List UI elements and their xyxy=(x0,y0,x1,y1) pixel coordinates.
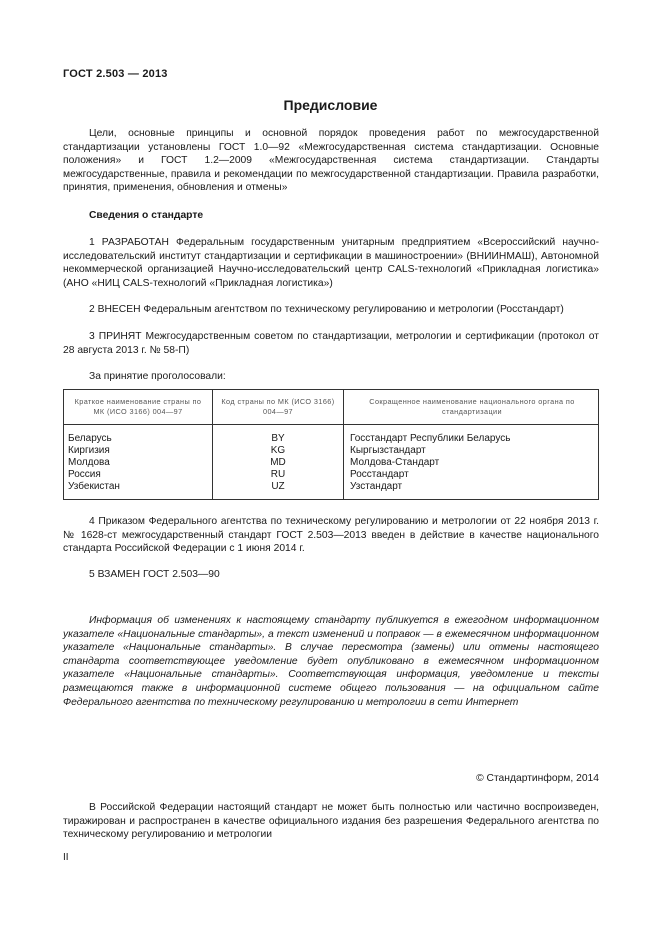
item-1-developed: 1 РАЗРАБОТАН Федеральным государственным унитарным предприятием «Всероссийский научно-исследовательский институт стандартизации и сертификации в машиностроении» (ВНИИНМАШ), Автономной некоммерческой организацией Научно-исследовательский центр CALS-технологий «Прикладная логистика» (АНО «НИЦ CALS-технологий «Прикладная логистика») xyxy=(63,237,599,289)
table-header-country: Краткое наименование страны по МК (ИСО 3166) 004—97 xyxy=(64,390,213,425)
country-cell: Киргизия xyxy=(64,445,213,457)
reproduction-rights-paragraph: В Российской Федерации настоящий стандарт не может быть полностью или частично воспроизведен, тиражирован и распространен в качестве официального издания без разрешения Федерального агентства по техническому регулированию и метрологии xyxy=(63,802,599,841)
country-cell: Беларусь xyxy=(64,425,213,446)
table-row xyxy=(64,457,599,469)
body-cell: Кыргызстандарт xyxy=(344,445,599,457)
intro-paragraph: Цели, основные принципы и основной порядок проведения работ по межгосударственной стандартизации установлены ГОСТ 1.0—92 «Межгосударственная система стандартизации. Основные положения» и ГОСТ 1.2—2009 «Межгосударственная система стандартизации. Стандарты межгосударственные, правила и рекомендации по межгосударственной стандартизации. Правила разработки, принятия, применения, обновления и отмены» xyxy=(63,128,599,194)
code-cell: UZ xyxy=(213,481,344,500)
page-title: Предисловие xyxy=(283,97,378,113)
item-3-adopted: 3 ПРИНЯТ Межгосударственным советом по стандартизации, метрологии и сертификации (протокол от 28 августа 2013 г. № 58-П) xyxy=(63,331,599,356)
item-4-order: 4 Приказом Федерального агентства по техническому регулированию и метрологии от 22 ноября 2013 г. № 1628-ст межгосударственный стандарт ГОСТ 2.503—2013 введен в действие в качестве национального стандарта Российской Федерации с 1 июня 2014 г. xyxy=(63,516,599,555)
code-cell: RU xyxy=(213,469,344,481)
table-header-body: Сокращенное наименование национального органа по стандартизации xyxy=(344,390,599,425)
table-row xyxy=(64,481,599,500)
table-header-code: Код страны по МК (ИСО 3166) 004—97 xyxy=(213,390,344,425)
country-cell: Узбекистан xyxy=(64,481,213,500)
body-cell: Молдова-Стандарт xyxy=(344,457,599,469)
vote-label: За принятие проголосовали: xyxy=(89,371,226,382)
country-cell: Россия xyxy=(64,469,213,481)
section-heading: Сведения о стандарте xyxy=(89,210,204,221)
code-cell: KG xyxy=(213,445,344,457)
table-row xyxy=(64,469,599,481)
copyright-notice: © Стандартинформ, 2014 xyxy=(476,773,599,784)
code-cell: MD xyxy=(213,457,344,469)
page-number: II xyxy=(63,852,69,863)
table-header-row xyxy=(64,390,599,425)
country-cell: Молдова xyxy=(64,457,213,469)
document-code-header: ГОСТ 2.503 — 2013 xyxy=(63,68,168,80)
change-notice-paragraph: Информация об изменениях к настоящему стандарту публикуется в ежегодном информационном указателе «Национальные стандарты», а текст изменений и поправок — в ежемесячном информационном указателе «Национальные стандарты». В случае пересмотра (замены) или отмены настоящего стандарта соответствующее уведомление будет опубликовано в ежемесячном информационном указателе «Национальные стандарты». Соответствующая информация, уведомление и тексты размещаются также в информационной системе общего пользования — на официальном сайте Федерального агентства по техническому регулированию и метрологии в сети Интернет xyxy=(63,615,599,708)
table-row xyxy=(64,425,599,446)
item-2-submitted: 2 ВНЕСЕН Федеральным агентством по техническому регулированию и метрологии (Росстандарт) xyxy=(89,304,564,315)
voting-countries-table xyxy=(63,389,599,500)
body-cell: Узстандарт xyxy=(344,481,599,500)
body-cell: Госстандарт Республики Беларусь xyxy=(344,425,599,446)
item-5-replaces: 5 ВЗАМЕН ГОСТ 2.503—90 xyxy=(89,569,220,580)
code-cell: BY xyxy=(213,425,344,446)
table-row xyxy=(64,445,599,457)
body-cell: Росстандарт xyxy=(344,469,599,481)
